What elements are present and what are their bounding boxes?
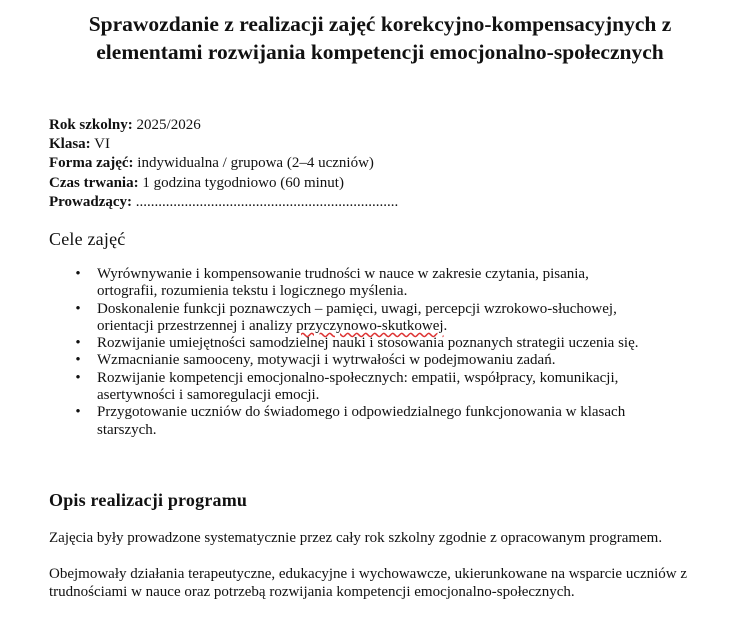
meta-school-year (49, 116, 398, 135)
description-paragraph: Zajęcia były prowadzone systematycznie przez cały rok szkolny zgodnie z opracowanym programem. (49, 530, 663, 546)
goal-text: Rozwijanie umiejętności samodzielnej nauki i stosowania poznanych strategii uczenia się. (97, 335, 639, 352)
meta-value: VI (90, 136, 110, 153)
meta-value: 1 godzina tygodniowo (60 minut) (138, 174, 344, 191)
goal-text: Wyrównywanie i kompensowanie trudności w nauce w zakresie czytania, pisania, ortografii, rozumienia tekstu i logicznego myślenia. (97, 266, 589, 300)
document-meta (49, 116, 398, 212)
list-item (73, 335, 643, 352)
meta-value: ...................................................................... (132, 193, 399, 210)
spellcheck-underlined-text[interactable]: przyczynowo-skutkowej (296, 317, 444, 334)
meta-label: Prowadzący: (49, 193, 133, 210)
goal-text: Rozwijanie kompetencji emocjonalno-społecznych: empatii, współpracy, komunikacji, asertywności i samoregulacji emocji. (97, 369, 619, 404)
bullet-icon: • (75, 335, 81, 352)
document-title: Sprawozdanie z realizacji zajęć korekcyjno-kompensacyjnych z elementami rozwijania kompetencji emocjonalno-społecznych (88, 12, 672, 64)
bullet-icon: • (75, 404, 81, 421)
meta-class (49, 135, 398, 154)
meta-value: 2025/2026 (132, 117, 201, 133)
goal-text: Doskonalenie funkcji poznawczych – pamięci, uwagi, percepcji wzrokowo-słuchowej, orientacji przestrzennej i analizy (97, 300, 617, 334)
meta-label: Rok szkolny: (49, 117, 133, 133)
meta-duration (49, 174, 398, 193)
meta-value: indywidualna / grupowa (2–4 uczniów) (133, 155, 374, 172)
description-heading: Opis realizacji programu (49, 490, 248, 510)
list-item (73, 404, 643, 439)
bullet-icon: • (75, 266, 81, 282)
list-item (73, 352, 643, 369)
list-item (73, 266, 643, 301)
meta-label: Forma zajęć: (49, 155, 134, 172)
bullet-icon: • (75, 352, 81, 369)
meta-label: Czas trwania: (49, 174, 139, 191)
bullet-icon: • (75, 369, 81, 386)
goals-list (73, 266, 643, 439)
bullet-icon: • (75, 300, 81, 317)
meta-teacher (49, 193, 398, 212)
meta-label: Klasa: (49, 136, 91, 153)
list-item (73, 301, 643, 336)
meta-form (49, 154, 398, 173)
goals-heading: Cele zajęć (49, 229, 126, 249)
list-item (73, 370, 643, 405)
goal-text-end: . (443, 317, 448, 334)
description-paragraph: Obejmowały działania terapeutyczne, edukacyjne i wychowawcze, ukierunkowane na wsparcie uczniów z trudnościami w nauce oraz potrzebą rozwijania kompetencji emocjonalno-społecznych. (49, 566, 688, 600)
goal-text: Przygotowanie uczniów do świadomego i odpowiedzialnego funkcjonowania w klasach starszych. (97, 404, 626, 438)
goal-text: Wzmacnianie samooceny, motywacji i wytrwałości w podejmowaniu zadań. (97, 352, 556, 369)
